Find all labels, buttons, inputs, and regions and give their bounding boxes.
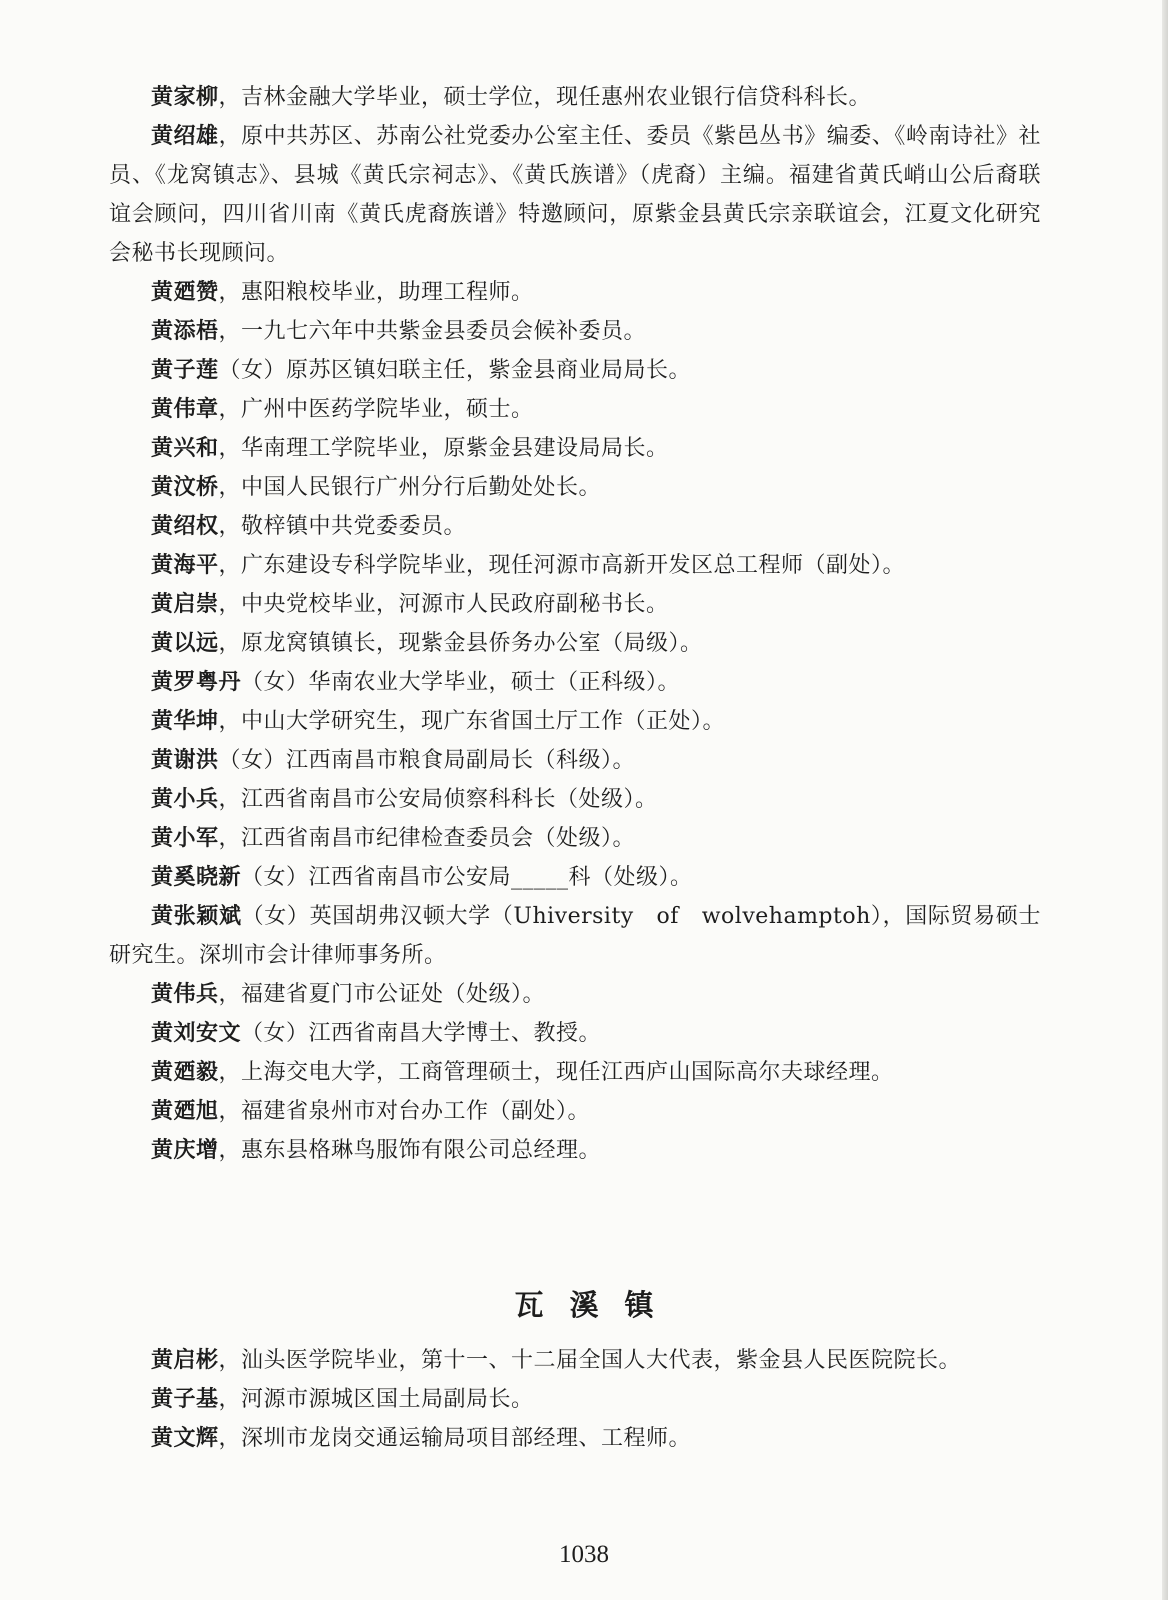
person-name: 黄以远	[151, 631, 219, 656]
person-description: ，敬梓镇中共党委委员。	[218, 514, 467, 539]
person-name: 黄文辉	[151, 1426, 219, 1451]
person-description: ，广东建设专科学院毕业，现任河源市高新开发区总工程师（副处）。	[218, 553, 906, 578]
person-description: ，河源市源城区国土局副局长。	[218, 1387, 534, 1412]
biography-entry	[109, 507, 1041, 546]
biography-entry	[109, 858, 1041, 897]
biography-entry	[109, 819, 1041, 858]
person-description: ，惠东县格琳鸟服饰有限公司总经理。	[218, 1138, 602, 1163]
biography-entry	[109, 1419, 1041, 1458]
biography-entry	[109, 78, 1041, 117]
biography-entry	[109, 1053, 1041, 1092]
biography-entry	[109, 429, 1041, 468]
biography-entry	[109, 351, 1041, 390]
biography-entry	[109, 117, 1041, 273]
biography-entry	[109, 663, 1041, 702]
person-name: 黄小军	[151, 826, 219, 851]
person-description: （女）江西省南昌市公安局_____科（处级）。	[241, 865, 693, 890]
person-description: ，广州中医药学院毕业，硕士。	[218, 397, 534, 422]
person-description: ，中山大学研究生，现广东省国土厅工作（正处）。	[218, 709, 726, 734]
person-description: ，深圳市龙岗交通运输局项目部经理、工程师。	[218, 1426, 692, 1451]
page-number: 1038	[559, 1541, 609, 1568]
page-edge	[1162, 0, 1168, 1600]
person-description: ，一九七六年中共紫金县委员会候补委员。	[218, 319, 647, 344]
person-description: ，汕头医学院毕业，第十一、十二届全国人大代表，紫金县人民医院院长。	[218, 1348, 962, 1373]
biography-entry	[109, 741, 1041, 780]
person-name: 黄华坤	[151, 709, 219, 734]
person-name: 黄海平	[151, 553, 219, 578]
biography-entry	[109, 1341, 1041, 1380]
person-name: 黄罗粤丹	[151, 670, 242, 695]
person-name: 黄添梧	[151, 319, 219, 344]
person-name: 黄廼旭	[151, 1099, 219, 1124]
biography-entry	[109, 312, 1041, 351]
person-description: ，中国人民银行广州分行后勤处处长。	[218, 475, 602, 500]
person-description: ，中央党校毕业，河源市人民政府副秘书长。	[218, 592, 669, 617]
person-description: （女）华南农业大学毕业，硕士（正科级）。	[241, 670, 681, 695]
biography-entry	[109, 624, 1041, 663]
person-name: 黄兴和	[151, 436, 219, 461]
biography-entry	[109, 546, 1041, 585]
person-name: 黄廼赞	[151, 280, 219, 305]
person-name: 黄廼毅	[151, 1060, 219, 1085]
biography-entry	[109, 390, 1041, 429]
person-name: 黄小兵	[151, 787, 219, 812]
person-name: 黄伟兵	[151, 982, 219, 1007]
person-description: （女）江西省南昌大学博士、教授。	[241, 1021, 602, 1046]
person-name: 黄家柳	[151, 85, 219, 110]
person-name: 黄绍雄	[151, 124, 219, 149]
person-name: 黄刘安文	[151, 1021, 242, 1046]
person-description: ，江西省南昌市纪律检查委员会（处级）。	[218, 826, 636, 851]
person-name: 黄伟章	[151, 397, 219, 422]
biography-entry	[109, 897, 1041, 975]
person-description: ，上海交电大学，工商管理硕士，现任江西庐山国际高尔夫球经理。	[218, 1060, 894, 1085]
person-description: ，江西省南昌市公安局侦察科科长（处级）。	[218, 787, 658, 812]
person-description: （女）原苏区镇妇联主任，紫金县商业局局长。	[218, 358, 692, 383]
person-name: 黄谢洪	[151, 748, 219, 773]
person-description: ，福建省泉州市对台办工作（副处）。	[218, 1099, 591, 1124]
person-name: 黄子基	[151, 1387, 219, 1412]
biography-entry	[109, 468, 1041, 507]
biography-entry	[109, 1092, 1041, 1131]
person-description: （女）江西南昌市粮食局副局长（科级）。	[218, 748, 636, 773]
person-description: ，吉林金融大学毕业，硕士学位，现任惠州农业银行信贷科科长。	[218, 85, 872, 110]
person-description: ，华南理工学院毕业，原紫金县建设局局长。	[218, 436, 669, 461]
person-description: ，原中共苏区、苏南公社党委办公室主任、委员《紫邑丛书》编委、《岭南诗社》社员、《龙窝镇志》、县城《黄氏宗祠志》、《黄氏族谱》（虎裔）主编。福建省黄氏峭山公后裔联谊会顾问，四川省川南《黄氏虎裔族谱》特邀顾问，原紫金县黄氏宗亲联谊会，江夏文化研究会秘书长现顾问。	[109, 124, 1041, 266]
person-description: ，原龙窝镇镇长，现紫金县侨务办公室（局级）。	[218, 631, 703, 656]
biography-entry	[109, 585, 1041, 624]
person-name: 黄绍权	[151, 514, 219, 539]
section-title: 瓦溪镇	[514, 1288, 680, 1322]
person-description: ，福建省夏门市公证处（处级）。	[218, 982, 546, 1007]
person-name: 黄启崇	[151, 592, 219, 617]
biography-entry	[109, 1380, 1041, 1419]
person-name: 黄庆增	[151, 1138, 219, 1163]
biography-entry	[109, 702, 1041, 741]
person-name: 黄张颖斌	[151, 904, 242, 929]
biography-list	[109, 78, 1041, 1170]
person-name: 黄奚晓新	[151, 865, 242, 890]
person-description: （女）英国胡弗汉顿大学（Uhiversity of wolvehamptoh），国际贸易硕士研究生。深圳市会计律师事务所。	[109, 904, 1041, 968]
biography-entry	[109, 1014, 1041, 1053]
biography-entry	[109, 1131, 1041, 1170]
person-name: 黄汶桥	[151, 475, 219, 500]
biography-entry	[109, 975, 1041, 1014]
biography-entry	[109, 780, 1041, 819]
biography-entry	[109, 273, 1041, 312]
person-name: 黄子莲	[151, 358, 219, 383]
section-biography-list	[109, 1341, 1041, 1458]
person-description: ，惠阳粮校毕业，助理工程师。	[218, 280, 534, 305]
person-name: 黄启彬	[151, 1348, 219, 1373]
